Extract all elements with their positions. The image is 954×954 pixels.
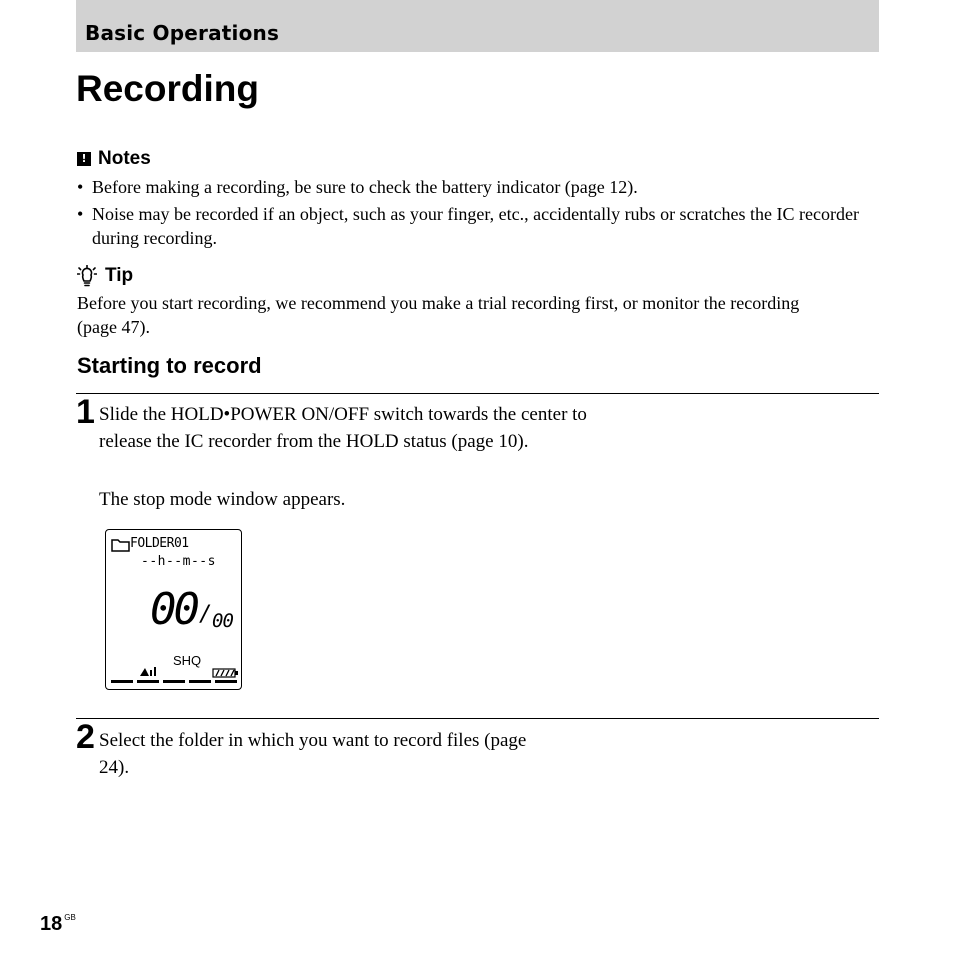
step-number: 1: [76, 393, 95, 431]
notes-heading-label: Notes: [98, 148, 151, 169]
quality-mode: SHQ: [173, 653, 202, 668]
folder-name: FOLDER01: [130, 536, 189, 551]
divider: [76, 718, 879, 719]
time-readout: --h--m--s: [141, 554, 216, 569]
starting-heading: Starting to record: [77, 353, 262, 378]
lcd-display: [105, 529, 242, 690]
step-text: Select the folder in which you want to record files (page 24).: [99, 730, 527, 778]
section-header: [76, 0, 879, 52]
page-number-value: 18: [40, 913, 63, 935]
page-region: GB: [64, 913, 76, 922]
divider: [76, 393, 879, 394]
page-title: Recording: [76, 68, 259, 109]
note-item: • Noise may be recorded if an object, such as your finger, etc., accidentally rubs or scratches the IC recorder during recording.: [77, 203, 877, 250]
exclamation-icon: !: [77, 152, 91, 166]
section-label: Basic Operations: [85, 21, 280, 45]
note-item: • Before making a recording, be sure to check the battery indicator (page 12).: [77, 176, 877, 200]
notes-heading: [77, 148, 151, 170]
level-segment: [163, 680, 185, 683]
lightbulb-icon: [77, 265, 97, 287]
level-segment: [189, 680, 211, 683]
level-segment: [111, 680, 133, 683]
tip-text: Before you start recording, we recommend you make a trial recording first, or monitor the recording (page 47).: [77, 293, 800, 337]
battery-icon: [212, 668, 239, 678]
step-subtext: The stop mode window appears.: [99, 489, 346, 510]
level-segment: [137, 680, 159, 683]
mic-sensitivity-icon: [138, 665, 158, 677]
level-segment: [215, 680, 237, 683]
folder-icon: [111, 538, 131, 552]
step-text: Slide the HOLD•POWER ON/OFF switch towards the center to release the IC recorder from the HOLD status (page 10).: [99, 404, 587, 452]
total-files: 00: [212, 610, 233, 632]
file-number: 00: [150, 584, 197, 635]
page-number: [40, 906, 76, 936]
file-separator: /: [199, 602, 213, 627]
step-number: 2: [76, 718, 95, 756]
tip-heading: [77, 265, 133, 287]
tip-heading-label: Tip: [105, 265, 134, 286]
